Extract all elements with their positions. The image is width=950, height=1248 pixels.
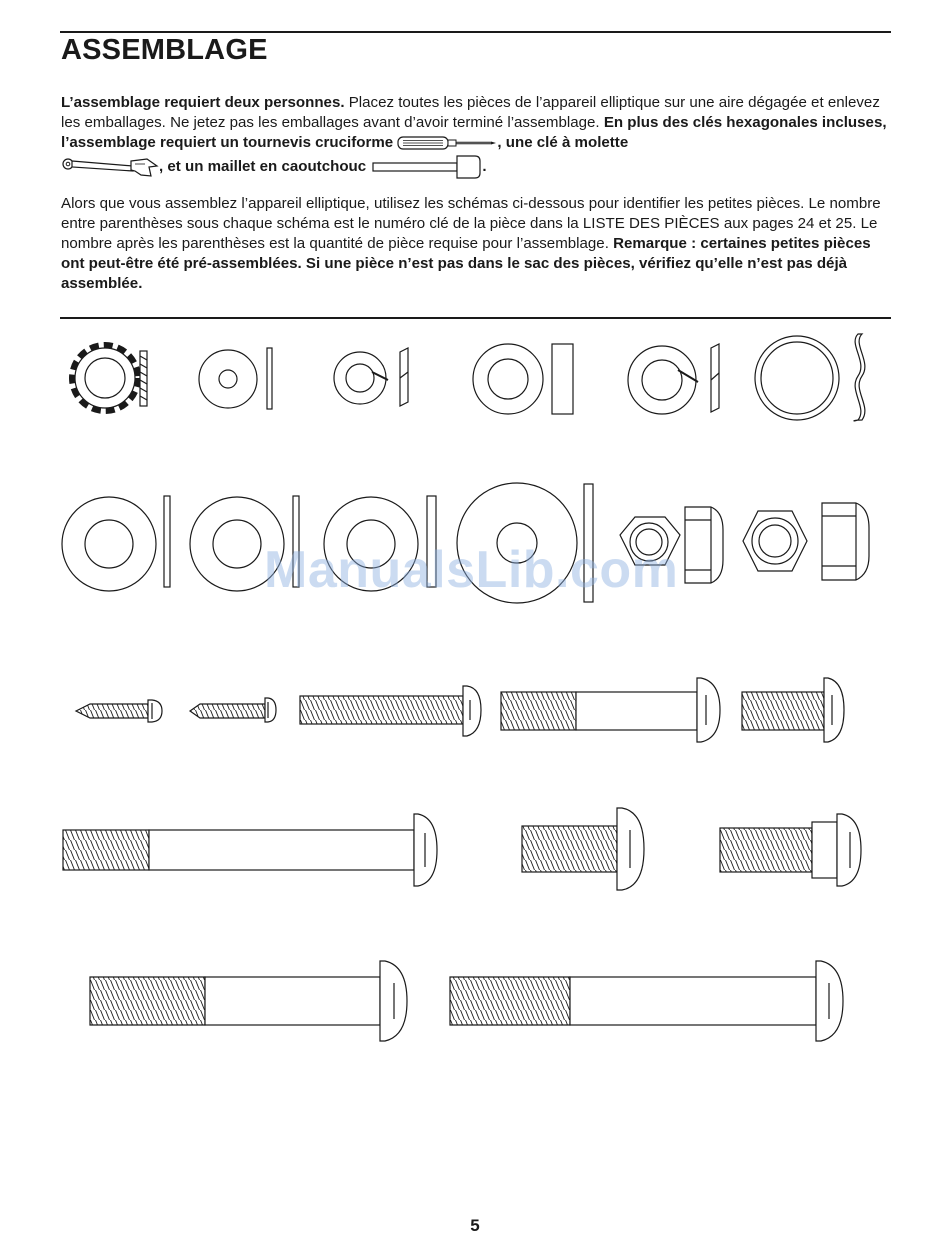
notes-paragraph [61,194,896,294]
notes-text: Alors que vous assemblez l’appareil elliptique, utilisez les schémas ci-dessous pour identifier les petites pièces. Le nombre entre parenthèses sous chaque schéma est le numéro clé de la pièce dans la LISTE DES PIÈCES aux pages 24 et 25. Le nombre après les parenthèses est la quantité de pièce requise pour l’assemblage. [61,195,881,252]
intro-bold-2: En plus des clés hexagonales incluses, l’assemblage requiert un tournevis cruciforme [61,114,887,151]
flat-washer-1-icon [62,496,170,591]
machine-screw-threaded-icon [300,686,481,736]
intro-bold-5: . [482,157,487,175]
split-lock-washer-large-icon [628,344,719,414]
rubber-mallet-icon [370,153,482,181]
shoulder-bolt-medium-icon [501,678,720,742]
page-number: 5 [470,1216,480,1235]
section-rule [60,317,891,319]
watermark: ManualsLib.com [264,541,679,599]
notes-remark: Remarque : certaines petites pièces ont peut-être été pré-assemblées. Si une pièce n’est pas dans le sac des pièces, vérifiez qu’elle n’est pas déjà assemblée. [61,235,871,292]
self-tapping-screw-small-2-icon [190,698,276,722]
shoulder-button-bolt-icon [720,814,861,886]
self-tapping-screw-small-1-icon [76,700,162,722]
intro-bold-4: , et un maillet en caoutchouc [159,157,367,175]
long-shoulder-bolt-icon [63,814,437,886]
intro-bold-3: , une clé à molette [497,134,629,151]
adjustable-wrench-icon [61,156,159,178]
long-bolt-2-icon [450,961,843,1041]
small-parts-diagram [0,320,950,1120]
nylon-lock-nut-large-icon [743,503,869,580]
intro-bold-1: L’assemblage requiert deux personnes. [61,94,345,111]
split-lock-washer-small-icon [334,348,408,406]
intro-paragraph [61,93,896,181]
top-rule [60,31,891,33]
flat-washer-small-icon [199,348,272,409]
button-head-bolt-icon [522,808,644,890]
intro-text-1: Placez toutes les pièces de l’appareil elliptique sur une aire dégagée et enlevez les emballages. Ne jetez pas les emballages avant d’avoir terminé l’assemblage. [61,94,880,131]
page-title: ASSEMBLAGE [61,34,268,66]
screwdriver-icon [397,134,497,152]
retaining-ring-icon [755,334,865,421]
long-bolt-1-icon [90,961,407,1041]
flat-washer-thick-icon [473,344,573,414]
short-button-bolt-icon [742,678,844,742]
star-lock-washer-icon [72,345,147,411]
